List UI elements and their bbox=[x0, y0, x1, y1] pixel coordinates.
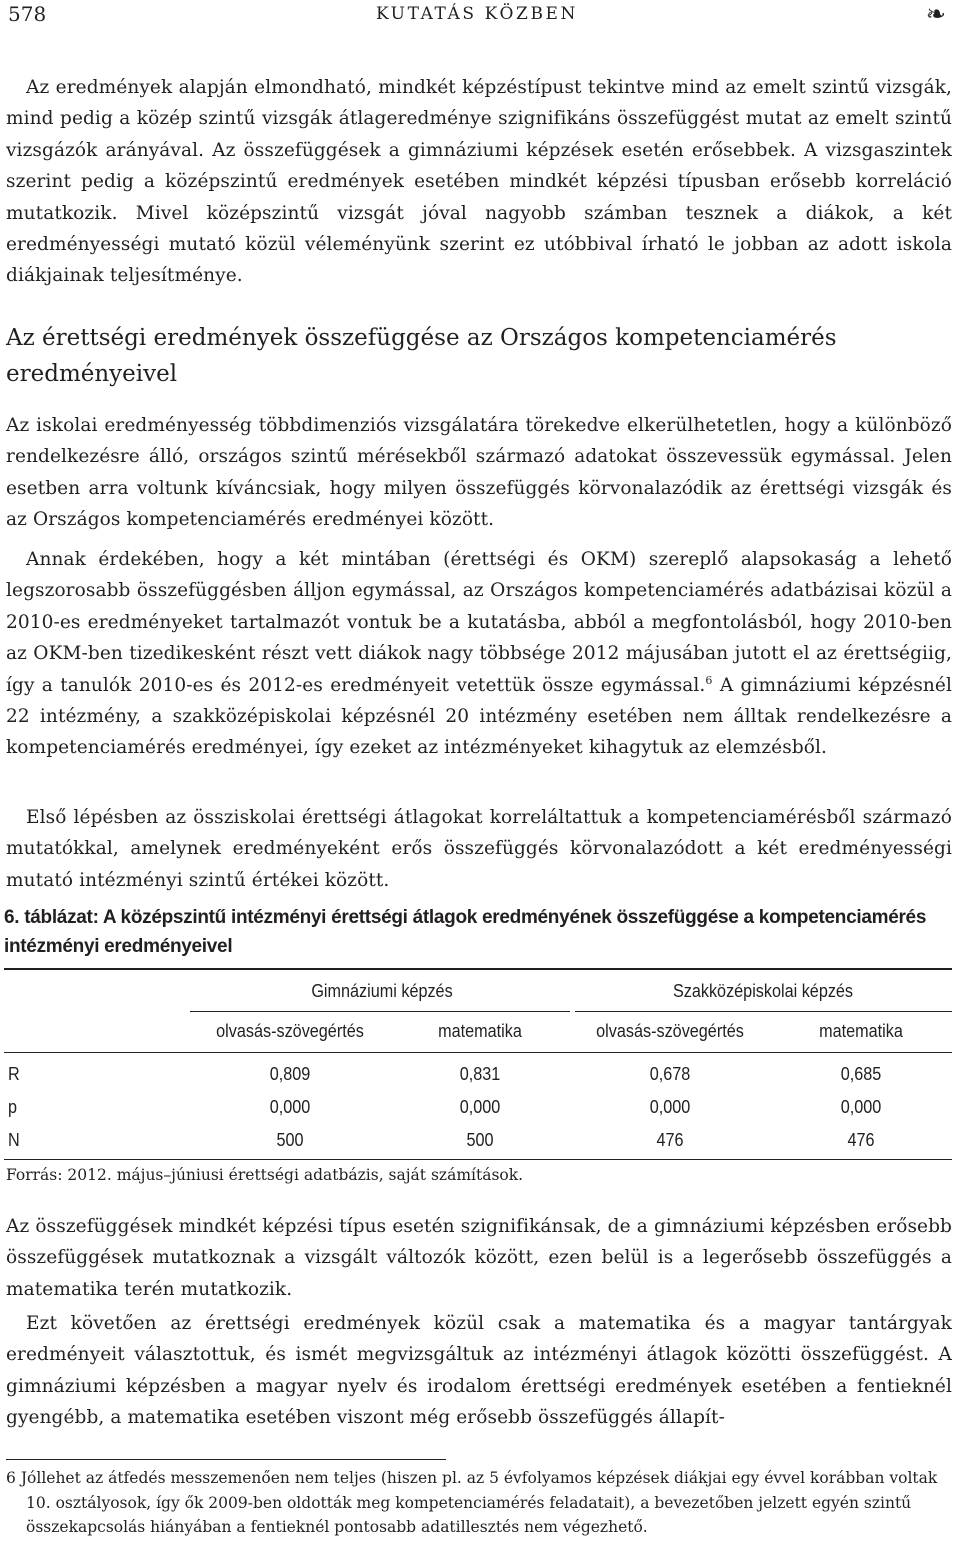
table-cell: 0,678 bbox=[649, 1064, 691, 1084]
paragraph-significance: Az összefüggések mindkét képzési típus esetén szignifikánsak, de a gimnáziumi képzésben erősebb összefüggések mutatkoznak a vizsgált változók között, ezen belül is a legerősebb összefüggés a matematika terén mutatkozik. bbox=[6, 1216, 952, 1300]
table-cell: 0,000 bbox=[269, 1097, 311, 1117]
table-cell: 0,000 bbox=[840, 1097, 882, 1117]
column-header: olvasás-szövegértés bbox=[596, 1021, 744, 1041]
footnote bbox=[6, 1466, 960, 1540]
table-caption: 6. táblázat: A középszintű intézményi érettségi átlagok eredményének összefüggése a kompetenciamérés intézményi eredményeivel bbox=[4, 907, 927, 957]
group-rule bbox=[190, 1011, 570, 1012]
paragraph-first-step: Első lépésben az össziskolai érettségi átlagokat korreláltattuk a kompetenciamérésből származó mutatókkal, amelynek eredményeként erős összefüggés körvonalazódott a két eredményességi mutató intézményi szintű értékei között. bbox=[6, 807, 952, 891]
running-title: KUTATÁS KÖZBEN bbox=[375, 4, 579, 24]
footnote-separator bbox=[6, 1459, 446, 1460]
paragraph-results-summary: Az eredmények alapján elmondható, mindkét képzéstípust tekintve mind az emelt szintű vizsgák, mind pedig a közép szintű vizsgák átlageredménye szignifikáns összefüggést mutat az emelt szintű vizsgázók arányával. Az összefüggések a gimnáziumi képzések esetén erősebbek. A vizsgaszintek szerint pedig a középszintű eredmények esetében mindkét képzési típusban erősebb korreláció mutatkozik. Mivel középszintű vizsgát jóval nagyobb számban tesznek a diákok, a két eredményességi mutató közül véleményünk szerint ez utóbbival írható le jobban az adott iskola diákjainak teljesítménye. bbox=[6, 77, 952, 287]
paragraph-sample-matching bbox=[6, 544, 952, 764]
group-header-gimnazium: Gimnáziumi képzés bbox=[311, 981, 453, 1001]
column-header: matematika bbox=[438, 1021, 522, 1041]
table-bottom-rule bbox=[4, 1159, 952, 1160]
table-cell: 0,831 bbox=[459, 1064, 501, 1084]
row-label-n: N bbox=[8, 1130, 20, 1150]
header-rule bbox=[4, 1052, 952, 1053]
section-title: Az érettségi eredmények összefüggése az Országos kompetenciamérés eredményeivel bbox=[6, 325, 837, 387]
table-cell: 500 bbox=[466, 1130, 494, 1150]
table-cell: 476 bbox=[656, 1130, 684, 1150]
group-header-szakkozep: Szakközépiskolai képzés bbox=[672, 981, 854, 1001]
table-cell: 0,685 bbox=[840, 1064, 882, 1084]
table-cell: 0,000 bbox=[459, 1097, 501, 1117]
footnote-text: Jóllehet az átfedés messzemenően nem teljes (hiszen pl. az 5 évfolyamos képzések diákjai egy évvel korábban voltak 10. osztályosok, így ők 2009-ben oldották meg kompetenciamérés feladatait), a bevezetőben jelzett egyén szintű összekapcsolás hiányában a fentieknél pontosabb adatillesztés nem végezhető. bbox=[20, 1469, 938, 1536]
table-cell: 500 bbox=[276, 1130, 304, 1150]
page-header bbox=[4, 0, 950, 28]
row-label-p: p bbox=[8, 1097, 18, 1117]
table-source: Forrás: 2012. május–júniusi érettségi adatbázis, saját számítások. bbox=[6, 1166, 524, 1184]
column-header: olvasás-szövegértés bbox=[216, 1021, 364, 1041]
footnote-number: 6 bbox=[6, 1469, 16, 1487]
paragraph-multidimensional: Az iskolai eredményesség többdimenziós vizsgálatára törekedve elkerülhetetlen, hogy a különböző rendelkezésre álló, országos szintű mérésekből származó adatokat összevessük egymással. Jelen esetben arra voltunk kíváncsiak, hogy milyen összefüggés körvonalazódik az érettségi vizsgák és az Országos kompetenciamérés eredményei között. bbox=[6, 415, 952, 531]
paragraph-next-step: Ezt követően az érettségi eredmények közül csak a matematika és a magyar tantárgyak eredményeit választottuk, és ismét megvizsgáltuk az intézményi átlagok közötti összefüggést. A gimnáziumi képzésben a magyar nyelv és irodalom érettségi eredmények esetében a fentieknél gyengébb, a matematika esetében viszont még erősebb összefüggés állapít- bbox=[6, 1313, 952, 1429]
table-cell: 0,000 bbox=[649, 1097, 691, 1117]
table-cell: 476 bbox=[847, 1130, 875, 1150]
page-number: 578 bbox=[8, 2, 47, 26]
fleuron-icon: ❧ bbox=[925, 0, 946, 28]
row-label-r: R bbox=[8, 1064, 20, 1084]
table-top-rule bbox=[4, 968, 952, 970]
paragraph-text: A gimnáziumi képzésnél 22 intézmény, a szakközépiskolai képzésnél 20 intézmény esetében nem álltak rendelkezésre a kompetenciamérés eredményei, így ezeket az intézményeket kihagytuk az elemzésből. bbox=[6, 674, 952, 759]
column-header: matematika bbox=[819, 1021, 903, 1041]
footnote-reference[interactable]: 6 bbox=[705, 673, 713, 687]
table-cell: 0,809 bbox=[269, 1064, 311, 1084]
paragraph-text: Annak érdekében, hogy a két mintában (érettségi és OKM) szereplő alapsokaság a lehető legszorosabb összefüggésben álljon egymással, az Országos kompetenciamérés adatbázisai közül a 2010-es eredményeket tartalmazót vontuk be a kutatásba, abból a megfontolásból, hogy 2010-ben az OKM-ben tizedikesként részt vett diákok nagy többsége 2012 májusában jutott el az érettségiig, így a tanulók 2010-es és 2012-es eredményeit vetettük össze egymással. bbox=[6, 549, 952, 696]
group-rule bbox=[575, 1011, 952, 1012]
